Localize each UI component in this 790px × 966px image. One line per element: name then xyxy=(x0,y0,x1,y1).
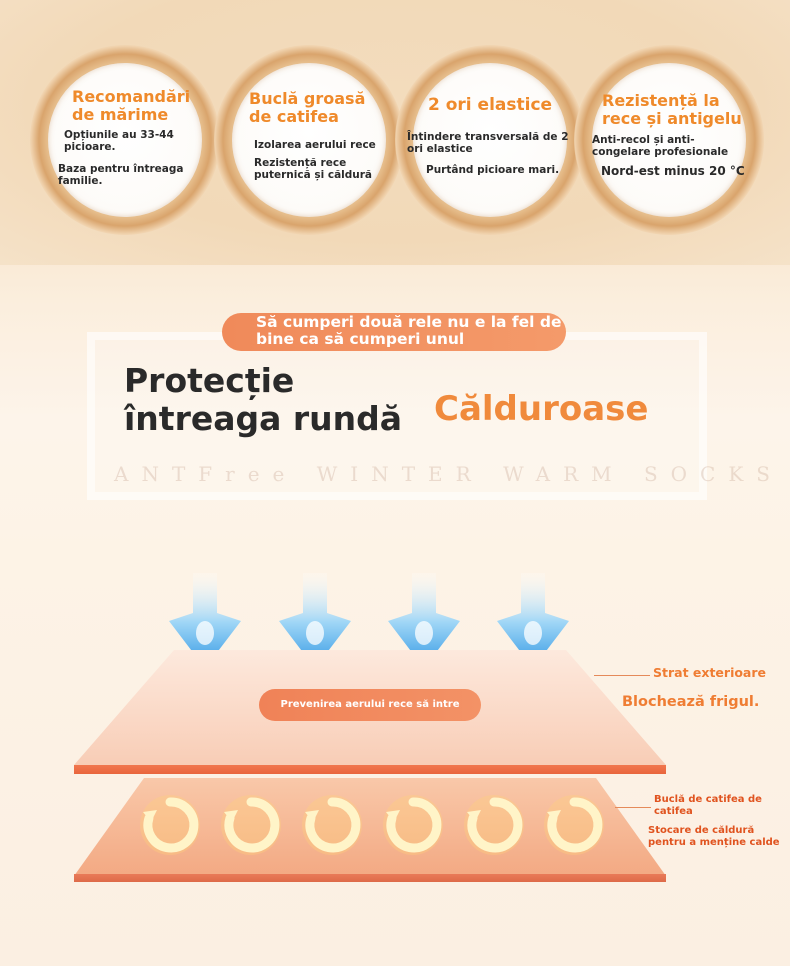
outer-layer-label: Strat exterioare xyxy=(653,665,767,680)
heat-swirl-icon xyxy=(539,790,609,860)
headline-highlight: Călduroase xyxy=(434,389,649,429)
feature-circle-elastic xyxy=(395,45,585,235)
heat-swirl-icon xyxy=(378,790,448,860)
heat-swirl-icon xyxy=(216,790,286,860)
feature-circle-cold xyxy=(574,45,764,235)
callout-line xyxy=(594,675,650,676)
inner-layer-edge xyxy=(74,874,666,882)
inner-layer-label: Buclă de catifea de catifea xyxy=(654,794,762,817)
feature-title: 2 ori elastice xyxy=(428,95,553,115)
heat-swirl-icon xyxy=(459,790,529,860)
watermark-text: ANTFree WINTER WARM SOCKS xyxy=(114,462,784,486)
feature-text: Anti-recol și anti-congelare profesionale xyxy=(592,134,729,158)
headline-title: Protecție întreaga rundă xyxy=(124,361,403,438)
cold-air-arrow-icon xyxy=(279,573,351,663)
feature-circle-velvet xyxy=(214,45,404,235)
cold-block-pill: Prevenirea aerului rece să intre xyxy=(259,689,481,721)
callout-line xyxy=(615,807,651,808)
cold-air-arrow-icon xyxy=(388,573,460,663)
feature-text: Rezistență rece puternică și căldură xyxy=(254,157,373,181)
feature-text: Opțiunile au 33-44 picioare. xyxy=(64,129,174,153)
feature-title: Rezistență la rece și antigelu xyxy=(602,91,742,128)
outer-layer-sublabel: Blochează frigul. xyxy=(622,694,760,710)
promo-pill: Să cumperi două rele nu e la fel de bine ca să cumperi unul xyxy=(222,313,566,351)
feature-text: Întindere transversală de 2 ori elastice xyxy=(407,131,569,155)
feature-title: Buclă groasă de catifea xyxy=(249,89,366,126)
cold-air-arrow-icon xyxy=(169,573,241,663)
feature-text: Baza pentru întreaga familie. xyxy=(58,163,184,187)
inner-layer-sublabel: Stocare de căldură pentru a menține calde xyxy=(648,825,780,848)
outer-layer-edge xyxy=(74,765,666,774)
feature-text: Purtând picioare mari. xyxy=(426,164,560,176)
feature-text: Izolarea aerului rece xyxy=(254,139,376,151)
heat-swirl-icon xyxy=(297,790,367,860)
feature-text: Nord-est minus 20 °C xyxy=(601,164,745,178)
heat-swirl-icon xyxy=(135,790,205,860)
cold-air-arrow-icon xyxy=(497,573,569,663)
feature-title: Recomandări de mărime xyxy=(72,87,191,124)
feature-circle-size xyxy=(30,45,220,235)
